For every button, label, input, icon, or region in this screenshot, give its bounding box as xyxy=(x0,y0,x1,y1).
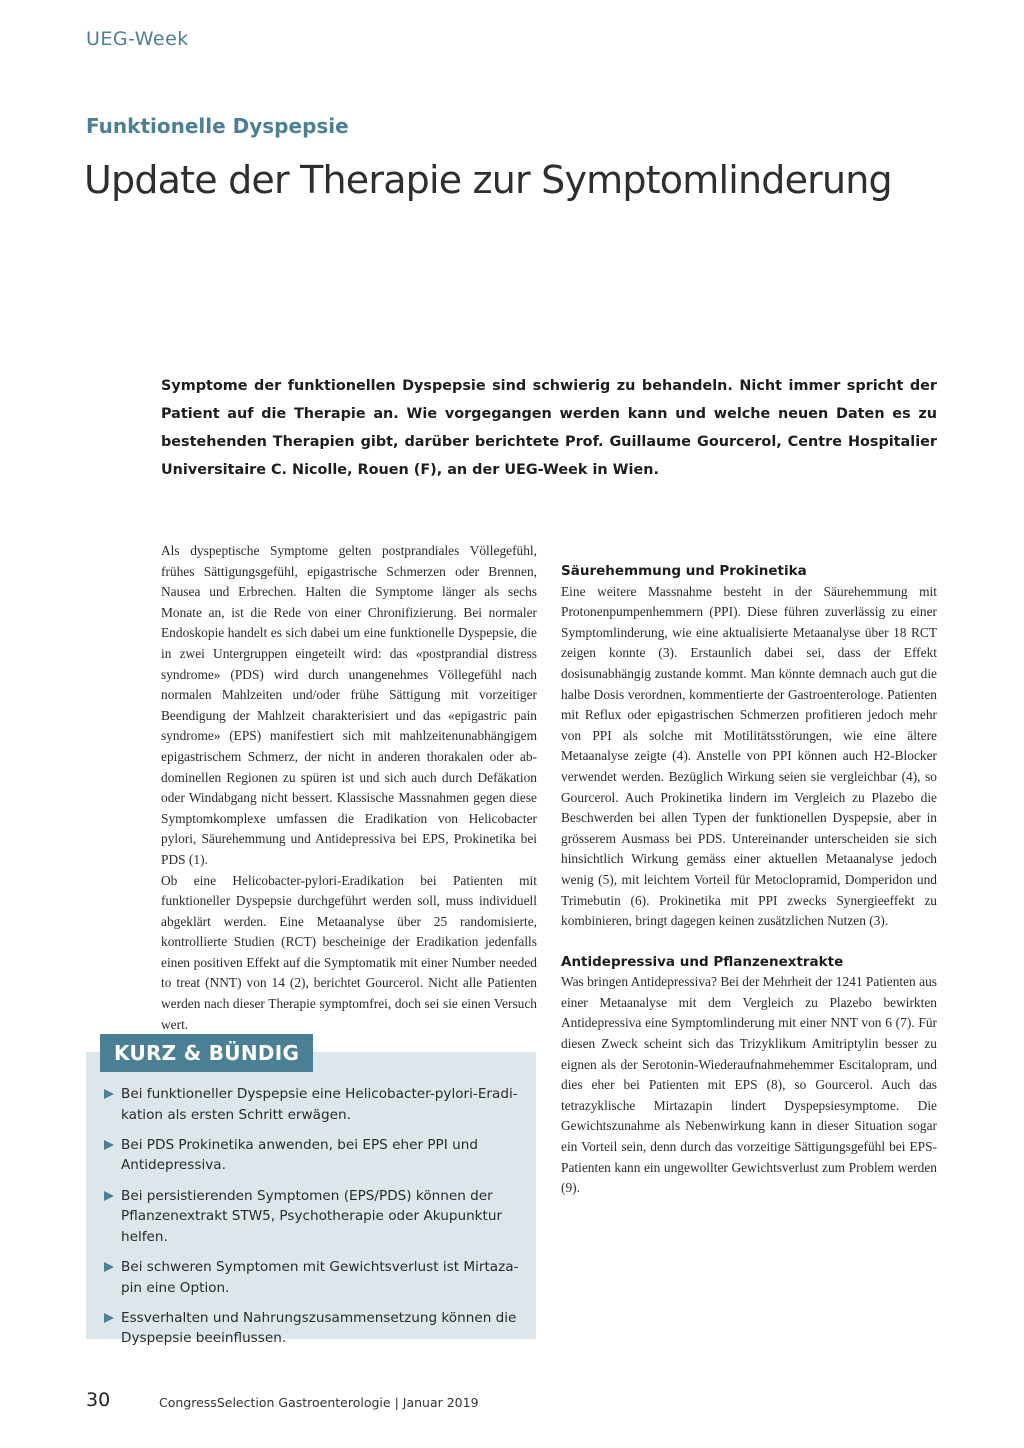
body-paragraph: Was bringen Antidepressiva? Bei der Mehrheit der 1241 Patienten aus einer Metaanalyse mit dem Vergleich zu Plazebo bewirkten Antidepressiva eine Symptomlinderung mit einer NNT von 6 (7). Für diesen Zweck scheint sich das Trizyklikum Amitriptylin besser zu eignen als der Serotonin-Wiederaufnahmehemmer Escitalopram, und dies eher bei Patienten mit EPS (8), so Gourcerol. Auch das tetrazyklische Mirtazapin lindert Dyspepsiesymptome. Die Gewichtszunahme als Nebenwirkung kann in dieser Situation sogar ein Vorteil sein, denn durch das vorzeitige Sättigungsgefühl bei EPS-Patienten kann ein ungewollter Gewichtsverlust zum Problem werden (9). xyxy=(561,974,937,1196)
triangle-bullet-icon xyxy=(104,1262,114,1272)
page-number: 30 xyxy=(86,1389,111,1411)
body-paragraph: Ob eine Helicobacter-pylori-Eradikation bei Patienten mit funktioneller Dyspepsie durchgeführt werden soll, muss individuell abgeklärt werden. Eine Metaanalyse über 25 randomisierte, kontrollierte Studien (RCT) bescheinige der Eradikation jedenfalls einen positiven Effekt auf die Symptomatik mit einer Number needed to treat (NNT) von 14 (2), berichtet Gourcerol. Nicht alle Patienten werden nach dieser Therapie symptomfrei, doch sei sie einen Versuch wert. xyxy=(161,872,537,1032)
lead-paragraph: Symptome der funktionellen Dyspepsie sind schwierig zu behandeln. Nicht immer spricht der Patient auf die Therapie an. Wie vorgegangen werden kann und welche neuen Daten es zu bestehenden Therapien gibt, darüber berichtete Prof. Guillaume Gourcerol, Centre Hospitalier Universitaire C. Nicolle, Rouen (F), an der UEG-Week in Wien. xyxy=(161,378,937,478)
section-heading: Antidepressiva und Pflanzenextrakte xyxy=(561,953,844,970)
section-heading: Säurehemmung und Prokinetika xyxy=(561,563,807,579)
summary-item xyxy=(104,1084,524,1125)
body-column-right xyxy=(561,541,937,1199)
body-column-left xyxy=(161,541,537,1035)
summary-item xyxy=(104,1257,524,1298)
triangle-bullet-icon xyxy=(104,1089,114,1099)
triangle-bullet-icon xyxy=(104,1140,114,1150)
summary-item-text: Bei schweren Symptomen mit Gewichtsverlust ist Mirtazapin eine Option. xyxy=(121,1258,519,1296)
summary-item-text: Bei PDS Prokinetika anwenden, bei EPS eher PPI und Antidepressiva. xyxy=(121,1136,478,1174)
article-title: Update der Therapie zur Symptomlinderung xyxy=(84,158,892,202)
summary-item xyxy=(104,1308,524,1349)
summary-item xyxy=(104,1186,524,1248)
publication-footer: CongressSelection Gastroenterologie | Januar 2019 xyxy=(159,1395,479,1410)
summary-box-title: KURZ & BÜNDIG xyxy=(100,1034,313,1072)
summary-item-text: Bei funktioneller Dyspepsie eine Helicobacter-pylori-Eradikation als ersten Schritt erwägen. xyxy=(121,1086,518,1123)
summary-item-text: Essverhalten und Nahrungszusammensetzung können die Dyspepsie beeinflussen. xyxy=(121,1309,517,1347)
body-paragraph: Als dyspeptische Symptome gelten postprandiales Völlegefühl, frühes Sättigungsgefühl, epigastrische Schmerzen oder Brennen, Nausea und Erbrechen. Halten die Symptome länger als sechs Monate an, ist die Rede von einer Chronifizierung. Bei normaler Endoskopie handelt es sich dabei um eine funktionelle Dyspepsie, die in zwei Untergruppen eingeteilt wird: das «postprandial distress syndrome» (PDS) wird durch unangenehmes Völlegefühl nach normalen Mahlzeiten und/oder frühe Sättigung mit vorzeitiger Beendigung der Mahlzeit charakterisiert und das «epigastric pain syndrome» (EPS) manifestiert sich mit mahlzeitenunabhängigem epigastrischem Schmerz, der nicht in anderen thorakalen oder abdominellen Regionen zu spüren ist und sich auch durch Defäkation oder Windabgang nicht bessert. Klassische Massnahmen gegen diese Symptomkomplexe umfassen die Eradikation von Helicobacter pylori, Säurehemmung und Antidepressiva bei EPS, Prokinetika bei PDS (1). xyxy=(161,543,537,867)
summary-list xyxy=(104,1084,524,1359)
article-kicker: Funktionelle Dyspepsie xyxy=(86,114,349,138)
body-paragraph: Eine weitere Massnahme besteht in der Säurehemmung mit Protonenpumpenhemmern (PPI). Diese führen zuverlässig zu einer Symptomlinderung, wie eine aktualisierte Metaanalyse über 18 RCT zeigen konnte (3). Erstaunlich dabei sei, dass der Effekt dosisunabhängig zustande kommt. Man könnte demnach auch gut die halbe Dosis verordnen, kommentierte der Gastroenterologe. Patienten mit Reflux oder epigastrischen Schmerzen profitieren jedoch mehr von PPI als solche mit Motilitätsstörungen, wie eine ältere Metaanalyse zeigte (4). Anstelle von PPI können auch H2-Blocker verwendet werden. Bezüglich Wirkung seien sie vergleichbar (4), so Gourcerol. Auch Prokinetika lindern im Vergleich zu Plazebo die Beschwerden bei allen Typen der funktionellen Dyspepsie, aber in grösserem Ausmass bei PDS. Untereinander unterscheiden sie sich hinsichtlich Wirkung gemäss einer aktuellen Metaanalyse jedoch wenig (5), mit leichtem Vorteil für Metoclopramid, Domperidon und Trimebutin (6). Prokinetika mit PPI zwecks Synergieeffekt zu kombinieren, bringt dagegen keinen zusätzlichen Nutzen (3). xyxy=(561,583,937,929)
summary-item-text: Bei persistierenden Symptomen (EPS/PDS) können der Pflanzenextrakt STW5, Psychotherapie oder Akupunktur helfen. xyxy=(121,1187,503,1245)
section-label: UEG-Week xyxy=(86,28,189,50)
triangle-bullet-icon xyxy=(104,1191,114,1201)
summary-item xyxy=(104,1135,524,1176)
triangle-bullet-icon xyxy=(104,1313,114,1323)
